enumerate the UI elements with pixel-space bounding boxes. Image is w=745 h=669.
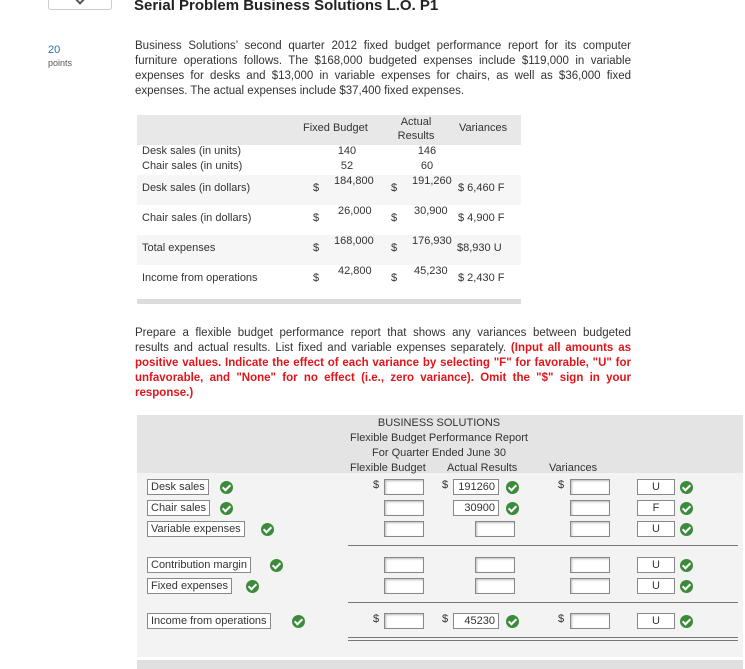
variable-effect-select[interactable]: U	[637, 521, 675, 537]
instructions-text: Prepare a flexible budget performance report that shows any variances between budgeted results and actual results. List fixed and variable expenses separately.	[135, 327, 631, 354]
fixed-value: 168,000	[334, 235, 374, 247]
check-icon	[270, 559, 283, 572]
row-label: Desk sales (in dollars)	[142, 182, 251, 194]
chair-variance-input[interactable]	[570, 500, 610, 516]
contribution-actual-input[interactable]	[475, 557, 515, 573]
check-icon	[506, 502, 519, 515]
table-footer-bar	[137, 299, 521, 304]
header-fixed-budget: Fixed Budget	[303, 122, 368, 134]
chair-effect-select[interactable]: F	[637, 500, 675, 516]
contribution-flexible-input[interactable]	[384, 557, 424, 573]
check-icon	[680, 502, 693, 515]
currency-symbol: $	[442, 479, 449, 491]
currency-symbol: $	[391, 272, 398, 284]
currency-symbol: $	[313, 212, 320, 224]
check-icon	[506, 615, 519, 628]
flexible-budget-report	[137, 415, 743, 657]
desk-sales-label[interactable]: Desk sales	[147, 479, 209, 495]
currency-symbol: $	[313, 272, 320, 284]
desk-effect-select[interactable]: U	[637, 479, 675, 495]
actual-value: 191,260	[412, 175, 452, 187]
chair-sales-label[interactable]: Chair sales	[147, 500, 210, 516]
fixed-variance-input[interactable]	[570, 578, 610, 594]
currency-symbol: $	[373, 613, 380, 625]
contribution-variance-input[interactable]	[570, 557, 610, 573]
col-actual-results: Actual Results	[447, 462, 518, 474]
row-label: Desk sales (in units)	[142, 145, 242, 157]
report-title: Flexible Budget Performance Report	[350, 432, 528, 444]
check-icon	[680, 481, 693, 494]
desk-flexible-input[interactable]	[384, 479, 424, 495]
double-rule	[348, 640, 738, 641]
fixed-value: 26,000	[338, 205, 372, 217]
row-label: Chair sales (in units)	[142, 160, 243, 172]
check-icon	[680, 580, 693, 593]
row-label: Chair sales (in dollars)	[142, 212, 252, 224]
intro-paragraph: Business Solutions’ second quarter 2012 fixed budget performance report for its computer furniture operations follows. The $168,000 budgeted expenses include $119,000 in variable expenses for desks and $13,000 in variable expenses for chairs, as well as $36,000 fixed expenses. The actual expenses include $37,400 fixed expenses.	[135, 40, 631, 97]
variable-flexible-input[interactable]	[384, 521, 424, 537]
income-variance-input[interactable]	[570, 613, 610, 629]
check-icon	[246, 580, 259, 593]
currency-symbol: $	[391, 242, 398, 254]
variance-value: $8,930 U	[457, 242, 502, 254]
fixed-actual-input[interactable]	[475, 578, 515, 594]
points-value: 20	[48, 44, 61, 56]
contribution-effect-select[interactable]: U	[637, 557, 675, 573]
fixed-value: 140	[337, 145, 357, 157]
col-flexible-budget: Flexible Budget	[350, 462, 426, 474]
section-footer-bar	[137, 660, 743, 669]
currency-symbol: $	[313, 242, 320, 254]
fixed-budget-table	[137, 115, 521, 305]
check-icon	[292, 615, 305, 628]
check-icon	[680, 615, 693, 628]
income-actual-input[interactable]: 45230	[453, 613, 499, 629]
fixed-value: 52	[340, 160, 354, 172]
col-variances: Variances	[549, 462, 598, 474]
page-title: Serial Problem Business Solutions L.O. P1	[134, 0, 439, 14]
chevron-down-icon	[74, 0, 85, 5]
income-effect-select[interactable]: U	[637, 613, 675, 629]
chair-flexible-input[interactable]	[384, 500, 424, 516]
fixed-value: 184,800	[334, 175, 374, 187]
check-icon	[220, 481, 233, 494]
variable-actual-input[interactable]	[475, 521, 515, 537]
check-icon	[680, 559, 693, 572]
check-icon	[220, 502, 233, 515]
row-label: Total expenses	[142, 242, 216, 254]
total-rule	[348, 602, 738, 603]
fixed-expenses-label[interactable]: Fixed expenses	[147, 578, 232, 594]
currency-symbol: $	[391, 212, 398, 224]
variable-variance-input[interactable]	[570, 521, 610, 537]
income-operations-label[interactable]: Income from operations	[147, 613, 271, 629]
check-icon	[261, 523, 274, 536]
currency-symbol: $	[558, 613, 565, 625]
fixed-value: 42,800	[338, 265, 372, 277]
check-icon	[680, 523, 693, 536]
actual-value: 60	[420, 160, 434, 172]
company-name: BUSINESS SOLUTIONS	[377, 417, 501, 429]
currency-symbol: $	[313, 182, 320, 194]
actual-value: 146	[417, 145, 437, 157]
actual-value: 30,900	[414, 205, 448, 217]
fixed-flexible-input[interactable]	[384, 578, 424, 594]
report-period: For Quarter Ended June 30	[372, 447, 506, 459]
currency-symbol: $	[391, 182, 398, 194]
instructions	[135, 326, 631, 401]
fixed-effect-select[interactable]: U	[637, 578, 675, 594]
header-variances: Variances	[459, 122, 508, 134]
chair-actual-input[interactable]: 30900	[453, 500, 499, 516]
total-rule	[348, 545, 738, 546]
instructions-emphasis: (Input all amounts as positive values. Indicate the effect of each variance by selecting "F" for favorable, "U" for unfavorable, and "None" for no effect (i.e., zero variance). Omit the "$" sign in your response.)	[135, 342, 631, 399]
variance-value: $ 2,430 F	[458, 272, 505, 284]
check-icon	[506, 481, 519, 494]
desk-variance-input[interactable]	[570, 479, 610, 495]
income-flexible-input[interactable]	[384, 613, 424, 629]
currency-symbol: $	[373, 479, 380, 491]
contribution-margin-label[interactable]: Contribution margin	[147, 557, 251, 573]
desk-actual-input[interactable]: 191260	[453, 479, 499, 495]
points-label: points	[48, 58, 73, 68]
actual-value: 176,930	[412, 235, 452, 247]
currency-symbol: $	[442, 613, 449, 625]
row-label: Income from operations	[142, 272, 258, 284]
currency-symbol: $	[558, 479, 565, 491]
header-actual-results: Actual Results	[397, 116, 435, 142]
variable-expenses-label[interactable]: Variable expenses	[147, 521, 245, 537]
variance-value: $ 4,900 F	[458, 212, 505, 224]
variance-value: $ 6,460 F	[458, 182, 505, 194]
actual-value: 45,230	[414, 265, 448, 277]
double-rule	[348, 637, 738, 638]
collapse-toggle[interactable]	[48, 0, 112, 10]
